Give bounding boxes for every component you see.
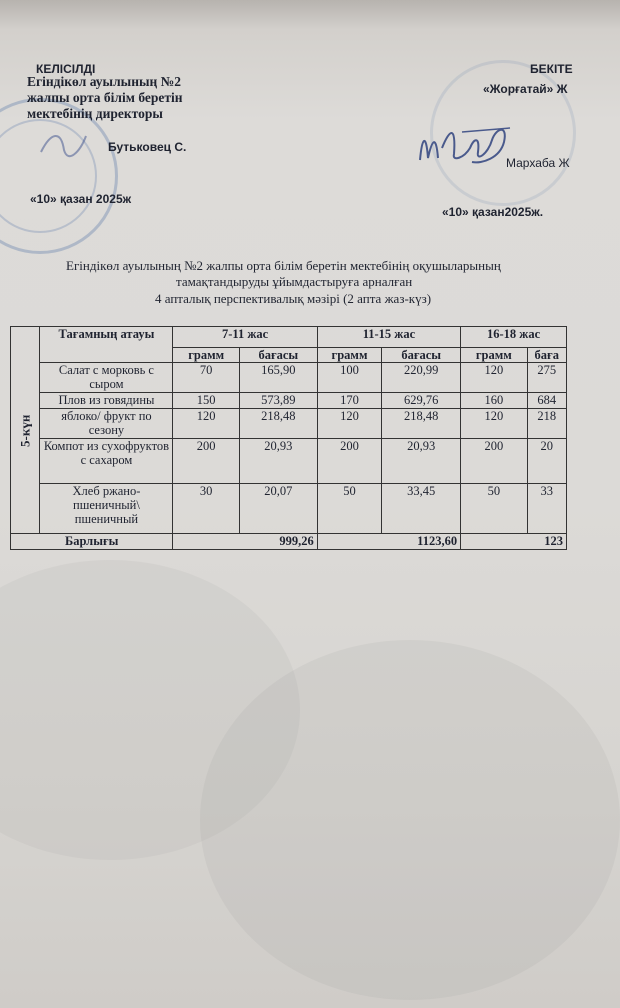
price-value: 20,93: [382, 439, 461, 484]
title-line-1: Егіндікөл ауылының №2 жалпы орта білім беретін мектебінің оқушыларының: [66, 258, 501, 273]
gram-value: 70: [173, 363, 239, 393]
table-row: [11, 393, 567, 409]
gram-value: 30: [173, 484, 239, 534]
total-row: [11, 534, 567, 550]
price-value: 218,48: [239, 409, 317, 439]
table-row: [11, 363, 567, 393]
gram-value: 170: [317, 393, 382, 409]
approver-org: «Жорғатай» Ж: [483, 82, 568, 96]
day-label: 5-күн: [11, 327, 40, 534]
price-value: 20,93: [239, 439, 317, 484]
table-row: [11, 409, 567, 439]
menu-table: [10, 326, 567, 550]
column-dish-name: Тағамның атауы: [40, 327, 173, 363]
price-value: 220,99: [382, 363, 461, 393]
approver-name: Мархаба Ж: [506, 156, 570, 170]
price-value: 33,45: [382, 484, 461, 534]
sub-header-gram: грамм: [461, 348, 527, 363]
price-value: 629,76: [382, 393, 461, 409]
director-line-1: Егіндікөл ауылының №2: [27, 74, 181, 89]
director-name: Бутьковец С.: [108, 140, 187, 154]
price-value: 275: [527, 363, 566, 393]
dish-name: Плов из говядины: [40, 393, 173, 409]
dish-name: Хлеб ржано-пшеничный\ пшеничный: [40, 484, 173, 534]
director-line-3: мектебінің директоры: [27, 106, 163, 121]
gram-value: 50: [461, 484, 527, 534]
price-value: 20: [527, 439, 566, 484]
gram-value: 120: [461, 409, 527, 439]
sub-header-gram: грамм: [173, 348, 239, 363]
age-group-11-15: 11-15 жас: [317, 327, 460, 348]
sub-header-price: бағасы: [239, 348, 317, 363]
sub-header-price: баға: [527, 348, 566, 363]
approved-label: БЕКІТЕ: [530, 62, 573, 76]
price-value: 218,48: [382, 409, 461, 439]
age-group-7-11: 7-11 жас: [173, 327, 317, 348]
title-line-2: тамақтандыруды ұйымдастыруға арналған: [176, 274, 413, 289]
total-11-15: 1123,60: [317, 534, 460, 550]
price-value: 218: [527, 409, 566, 439]
director-line-2: жалпы орта білім беретін: [27, 90, 183, 105]
price-value: 33: [527, 484, 566, 534]
right-date: «10» қазан2025ж.: [442, 205, 544, 219]
gram-value: 120: [173, 409, 239, 439]
total-16-18: 123: [461, 534, 567, 550]
dish-name: яблоко/ фрукт по сезону: [40, 409, 173, 439]
price-value: 20,07: [239, 484, 317, 534]
dish-name: Компот из сухофруктов с сахаром: [40, 439, 173, 484]
gram-value: 120: [317, 409, 382, 439]
total-7-11: 999,26: [173, 534, 317, 550]
gram-value: 50: [317, 484, 382, 534]
price-value: 684: [527, 393, 566, 409]
price-value: 573,89: [239, 393, 317, 409]
gram-value: 200: [461, 439, 527, 484]
paper-shadow: [200, 640, 620, 1000]
paper-shadow: [0, 560, 300, 860]
gram-value: 120: [461, 363, 527, 393]
signature-left: [36, 122, 96, 172]
agreed-label: КЕЛІСІЛДІ: [36, 62, 96, 76]
gram-value: 150: [173, 393, 239, 409]
price-value: 165,90: [239, 363, 317, 393]
title-line-3: 4 апталық перспективалық мәзірі (2 апта жаз-күз): [155, 291, 432, 306]
left-date: «10» қазан 2025ж: [30, 192, 132, 206]
gram-value: 200: [317, 439, 382, 484]
sub-header-price: бағасы: [382, 348, 461, 363]
total-label: Барлығы: [11, 534, 173, 550]
table-row: [11, 439, 567, 484]
gram-value: 160: [461, 393, 527, 409]
age-group-16-18: 16-18 жас: [461, 327, 567, 348]
table-row: [11, 484, 567, 534]
gram-value: 100: [317, 363, 382, 393]
dish-name: Салат с морковь с сыром: [40, 363, 173, 393]
gram-value: 200: [173, 439, 239, 484]
sub-header-gram: грамм: [317, 348, 382, 363]
